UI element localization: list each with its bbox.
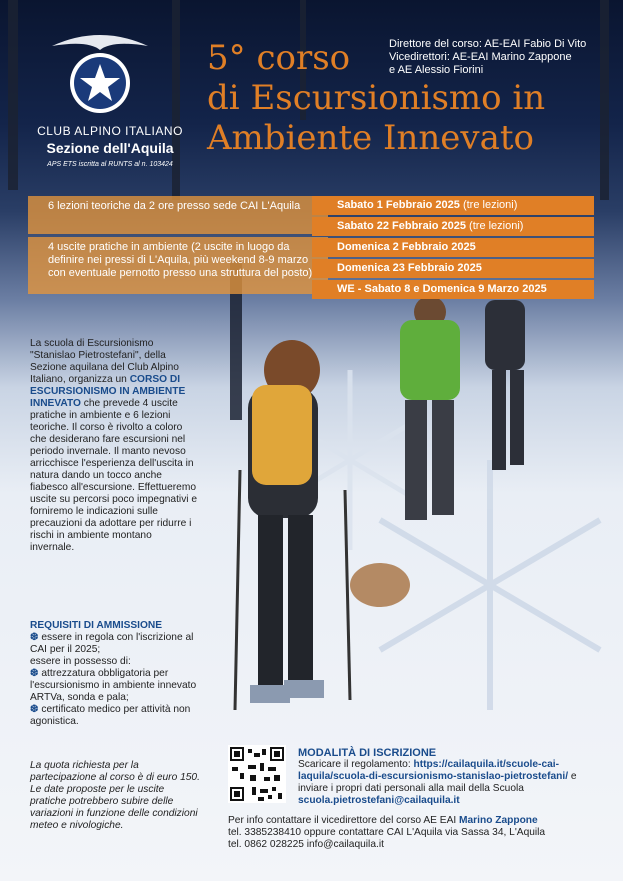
date-item: Domenica 23 Febbraio 2025 [312, 259, 594, 278]
title-line-1: 5° corso [207, 38, 351, 78]
cai-eagle-star-logo [52, 28, 148, 116]
club-name: CLUB ALPINO ITALIANO [37, 124, 183, 138]
contact-phone-address: tel. 3385238410 oppure contattare CAI L'Aquila via Sassa 34, L'Aquila [228, 827, 546, 838]
date-item: Sabato 22 Febbraio 2025 (tre lezioni) [312, 217, 594, 236]
club-block [30, 124, 190, 168]
school-email[interactable]: scuola.pietrostefani@cailaquila.it [298, 795, 460, 806]
vice-directors: Vicedirettori: AE-EAI Marino Zappone [389, 51, 572, 63]
course-directors [389, 38, 619, 77]
course-fee: La quota richiesta per la partecipazione al corso è di euro 150. Le date proposte per le uscite pratiche potrebbero subire delle variazioni in funzione delle condizioni meteo e nivologiche. [30, 760, 200, 831]
title-line-3: Ambiente Innevato [207, 118, 535, 158]
dates-list [312, 196, 594, 301]
registration-number: APS ETS iscritta al RUNTS al n. 103424 [47, 161, 173, 168]
course-description: La scuola di Escursionismo "Stanislao Pietrostefani", della Sezione aquilana del Club Alpino Italiano, organizza un CORSO DI ESCURSIONISMO IN AMBIENTE INNEVATO che prevede 4 uscite pratiche in ambiente e 6 lezioni teoriche. Il corso è rivolto a coloro che desiderano fare escursioni nel periodo invernale. Il manto nevoso arricchisce l'esperienza dell'uscita in natura dando un tocco anche fiabesco all'escursione. Effettueremo uscite su percorsi poco impegnativi e forniremo le indicazioni sulle precauzioni da adottare per ridurre i rischi in ambiente montano invernale. [30, 338, 198, 553]
snowflake-icon: ❆ [30, 632, 39, 643]
date-item: Sabato 1 Febbraio 2025 (tre lezioni) [312, 196, 594, 215]
regulation-link[interactable]: https://cailaquila.it/scuole-cai-laquila/scuola-di-escursionismo-stanislao-pietrostefani/ [298, 759, 569, 782]
requirements-title: REQUISITI DI AMMISSIONE [30, 620, 163, 631]
snowflake-icon: ❆ [30, 668, 39, 679]
theory-lessons: 6 lezioni teoriche da 2 ore presso sede CAI L'Aquila [28, 196, 328, 234]
date-item: Domenica 2 Febbraio 2025 [312, 238, 594, 257]
admission-requirements: REQUISITI DI AMMISSIONE ❆ essere in regola con l'iscrizione al CAI per il 2025; essere in possesso di: ❆ attrezzatura obbligatoria per l'escursionismo in ambiente innevato ARTVa, sonda e pala; ❆ certificato medico per attività non agonistica. [30, 620, 200, 728]
registration-info: MODALITÀ DI ISCRIZIONE Scaricare il regolamento: https://cailaquila.it/scuole-cai-laquila/scuola-di-escursionismo-stanislao-pietrostefani/ e inviare i propri dati personali alla mail della Scuola scuola.pietrostefani@cailaquila.it [298, 747, 588, 807]
snowflake-icon: ❆ [30, 704, 39, 715]
hikers-scene [200, 290, 623, 740]
qr-code[interactable] [228, 745, 286, 803]
vice-directors-2: e AE Alessio Fiorini [389, 64, 484, 76]
course-name-highlight: CORSO DI ESCURSIONISMO IN AMBIENTE INNEVATO [30, 374, 186, 409]
date-item: WE - Sabato 8 e Domenica 9 Marzo 2025 [312, 280, 594, 299]
director: Direttore del corso: AE-EAI Fabio Di Vito [389, 38, 587, 50]
contact-info: Per info contattare il vicedirettore del corso AE EAI Marino Zappone tel. 3385238410 oppure contattare CAI L'Aquila via Sassa 34, L'Aquila tel. 0862 028225 info@cailaquila.it [228, 815, 598, 851]
practical-outings: 4 uscite pratiche in ambiente (2 uscite in luogo da definire nei pressi di L'Aquila, più weekend 8-9 marzo con eventuale pernotto presso una struttura del posto) [28, 237, 328, 294]
contact-name: Marino Zappone [459, 815, 538, 826]
contact-phone-email: tel. 0862 028225 info@cailaquila.it [228, 839, 384, 850]
course-info [28, 196, 328, 297]
registration-title: MODALITÀ DI ISCRIZIONE [298, 747, 437, 759]
section-name: Sezione dell'Aquila [46, 140, 174, 156]
title-line-2: di Escursionismo in [207, 78, 546, 118]
